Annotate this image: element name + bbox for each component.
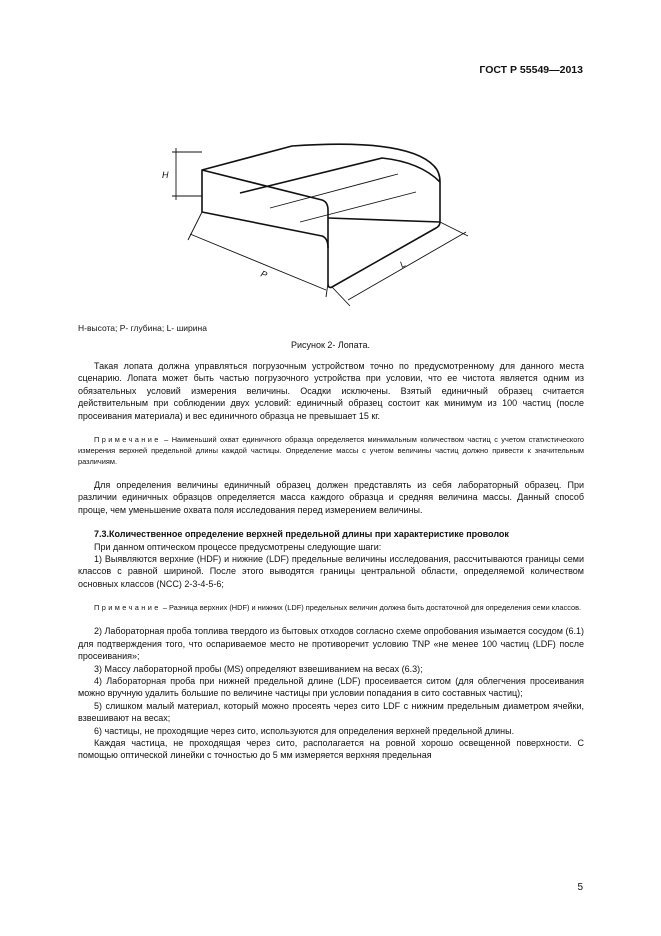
shovel-drawing xyxy=(150,140,490,310)
list-item: 4) Лабораторная проба при нижней предельной длине (LDF) просеивается ситом (для облегчения просеивания можно вручную удалить большие по величине частицы при условии попадания в сито составных частиц); xyxy=(78,675,584,699)
list-item: 1) Выявляются верхние (HDF) и нижние (LDF) предельные величины исследования, рассчитываются границы семи классов с равной шириной. После этого выводятся границы центральной области, определяемой количеством основных классов (NCC) 2-3-4-5-6; xyxy=(78,554,584,589)
shovel-front-edge xyxy=(202,170,328,248)
page-number: 5 xyxy=(577,882,583,893)
p-extension-line xyxy=(326,283,328,297)
note-label: Примечание xyxy=(94,603,161,613)
paragraph: Такая лопата должна управляться погрузочным устройством точно по предусмотренному для данного места сценарию. Лопата может быть частью погрузочного устройства при условии, что ее чистота является одним из обязательных условий измерения величины. Осадки исключены. Взятый единичный образец считается действительным при соблюдении двух условий: единичный образец состоит как минимум из 100 частиц (после просеивания материала) и вес единичного образца не превышает 15 кг. xyxy=(78,361,584,421)
paragraph: При данном оптическом процессе предусмотрены следующие шаги: xyxy=(94,541,382,552)
p-dimension-line xyxy=(190,234,326,290)
l-extension-line xyxy=(332,287,350,306)
l-dimension-line xyxy=(348,232,466,300)
figure-caption: Рисунок 2- Лопата. xyxy=(290,340,371,350)
shovel-blade-fold xyxy=(328,218,440,222)
note-text: – Наименьший охват единичного образца определяется минимальным количеством частиц с учетом статистического измерения верхней предельной длины каждой частицы. Определение массы с учетом величины частиц должно привести к значительным различиям. xyxy=(78,435,584,467)
note xyxy=(78,434,584,467)
list-item: 3) Массу лабораторной пробы (MS) определяют взвешиванием на весах (6.3); xyxy=(94,663,423,674)
note xyxy=(78,602,584,613)
document-standard-number: ГОСТ Р 55549—2013 xyxy=(479,64,583,76)
paragraph: Каждая частица, не проходящая через сито, располагается на ровной хорошо освещенной поверхности. С помощью оптической линейки с точностью до 5 мм измеряется верхняя предельная xyxy=(78,737,584,761)
figure-legend: H-высота; P- глубина; L- ширина xyxy=(78,323,207,333)
label-l: L xyxy=(398,258,408,270)
shovel-inner-line xyxy=(300,192,416,222)
list-item: 2) Лабораторная проба топлива твердого из бытовых отходов согласно схеме опробования изымается сосудом (6.1) для подтверждения того, что оспариваемое место не противоречит условию TNP «не менее 100 частиц (LDF) после просеивания»; xyxy=(78,626,584,662)
section-heading: 7.3.Количественное определение верхней предельной длины при характеристике проволок xyxy=(94,529,509,540)
note-label: Примечание xyxy=(94,435,161,445)
l-extension-line xyxy=(440,222,468,236)
label-p: P xyxy=(259,268,269,281)
list-item: 5) слишком малый материал, который можно просеять через сито LDF с нижним предельным диаметром ячейки, взвешивают на весах; xyxy=(78,700,584,724)
list-item: 6) частицы, не проходящие через сито, используются для определения верхней предельной длины. xyxy=(94,725,515,736)
note-text: – Разница верхних (HDF) и нижних (LDF) предельных величин должна быть достаточной для определения семи классов. xyxy=(160,603,582,613)
paragraph: Для определения величины единичный образец должен представлять из себя лабораторный образец. При различии единичных образцов определяется масса каждого образца и средняя величина массы. Данный способ проще, чем уменьшение охвата поля исследования перед измерением величины. xyxy=(78,480,584,515)
label-h: H xyxy=(162,170,169,180)
document-body xyxy=(78,360,584,762)
